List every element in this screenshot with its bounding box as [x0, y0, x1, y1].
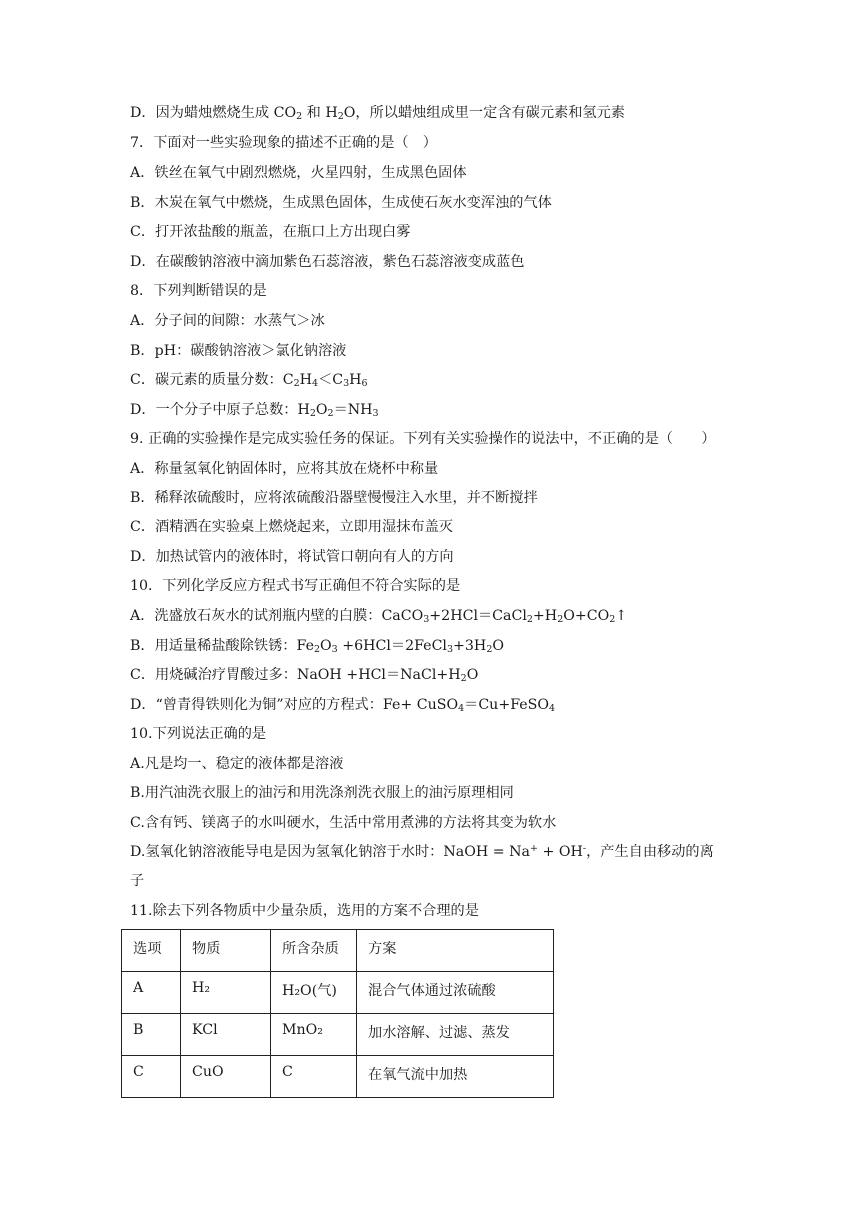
- table-cell: H₂: [181, 972, 271, 1014]
- option-8b: B．pH：碳酸钠溶液＞氯化钠溶液: [130, 343, 347, 359]
- table-row: [122, 1014, 554, 1056]
- table-cell: 在氧气流中加热: [357, 1056, 554, 1098]
- option-10-2d-cont: 子: [130, 873, 145, 889]
- option-9c: C．酒精洒在实验桌上燃烧起来，立即用湿抹布盖灭: [130, 519, 453, 535]
- option-6d: D．因为蜡烛燃烧生成 $CO_2$ 和 $H_2O$，所以蜡烛组成里一定含有碳元素和氢元素: [130, 105, 625, 122]
- option-7d: D．在碳酸钠溶液中滴加紫色石蕊溶液，紫色石蕊溶液变成蓝色: [130, 254, 525, 270]
- question-8: 8．下列判断错误的是: [130, 283, 267, 299]
- option-10a: A．洗盛放石灰水的试剂瓶内壁的白膜：$CaCO_3+2HCl=CaCl_2+H_2O+CO_2↑$: [130, 608, 628, 625]
- table-cell: C: [271, 1056, 357, 1098]
- table-row: [122, 972, 554, 1014]
- table-header-row: [122, 930, 554, 972]
- question-10-second: 10.下列说法正确的是: [130, 726, 267, 742]
- question-11: 11.除去下列各物质中少量杂质，选用的方案不合理的是: [130, 903, 479, 919]
- option-10-2b: B.用汽油洗衣服上的油污和用洗涤剂洗衣服上的油污原理相同: [130, 785, 514, 801]
- table-cell: C: [122, 1056, 181, 1098]
- table-header-cell: 方案: [357, 930, 554, 972]
- table-header-cell: 选项: [122, 930, 181, 972]
- option-10-2a: A.凡是均一、稳定的液体都是溶液: [130, 756, 344, 772]
- option-7c: C．打开浓盐酸的瓶盖，在瓶口上方出现白雾: [130, 224, 411, 240]
- table-cell: 加水溶解、过滤、蒸发: [357, 1014, 554, 1056]
- option-10c: C．用烧碱治疗胃酸过多：NaOH $+HCl=NaCl+H_2O$: [130, 667, 479, 684]
- table-row: [122, 1056, 554, 1098]
- table-cell: A: [122, 972, 181, 1014]
- option-7a: A．铁丝在氧气中剧烈燃烧，火星四射，生成黑色固体: [130, 165, 467, 181]
- option-8c: C．碳元素的质量分数：$C_2H_4<C_3H_6$: [130, 372, 368, 389]
- option-9b: B．稀释浓硫酸时，应将浓硫酸沿器壁慢慢注入水里，并不断搅拌: [130, 490, 538, 506]
- question-7: 7．下面对一些实验现象的描述不正确的是（ ）: [130, 135, 437, 151]
- table-header-cell: 所含杂质: [271, 930, 357, 972]
- option-7b: B．木炭在氧气中燃烧，生成黑色固体，生成使石灰水变浑浊的气体: [130, 195, 552, 211]
- table-cell: CuO: [181, 1056, 271, 1098]
- options-table: [121, 929, 554, 1098]
- option-8d: D．一个分子中原子总数：$H_2O_2=NH_3$: [130, 402, 379, 419]
- option-9d: D．加热试管内的液体时，将试管口朝向有人的方向: [130, 549, 454, 565]
- option-8a: A．分子间的间隙：水蒸气＞冰: [130, 313, 325, 329]
- table-cell: B: [122, 1014, 181, 1056]
- table-cell: 混合气体通过浓硫酸: [357, 972, 554, 1014]
- option-10-2d: D.氢氧化钠溶液能导电是因为氢氧化钠溶于水时：NaOH = Na+ + OH-，产生自由移动的离: [130, 843, 714, 860]
- question-9: 9. 正确的实验操作是完成实验任务的保证。下列有关实验操作的说法中，不正确的是（ ）: [130, 431, 716, 447]
- option-10-2c: C.含有钙、镁离子的水叫硬水，生活中常用煮沸的方法将其变为软水: [130, 815, 557, 831]
- table-cell: H₂O(气): [271, 972, 357, 1014]
- table-cell: MnO₂: [271, 1014, 357, 1056]
- table-cell: KCl: [181, 1014, 271, 1056]
- option-10b: B．用适量稀盐酸除铁锈：$Fe_2O_3$ $+6HCl=2FeCl_3+3H_2O$: [130, 638, 504, 655]
- table-header-cell: 物质: [181, 930, 271, 972]
- option-9a: A．称量氢氧化钠固体时，应将其放在烧杯中称量: [130, 461, 439, 477]
- option-10d: D．“曾青得铁则化为铜”对应的方程式：Fe+ CuSO$_4$＝Cu+FeSO$_4$: [130, 697, 556, 714]
- question-10: 10．下列化学反应方程式书写正确但不符合实际的是: [130, 578, 461, 594]
